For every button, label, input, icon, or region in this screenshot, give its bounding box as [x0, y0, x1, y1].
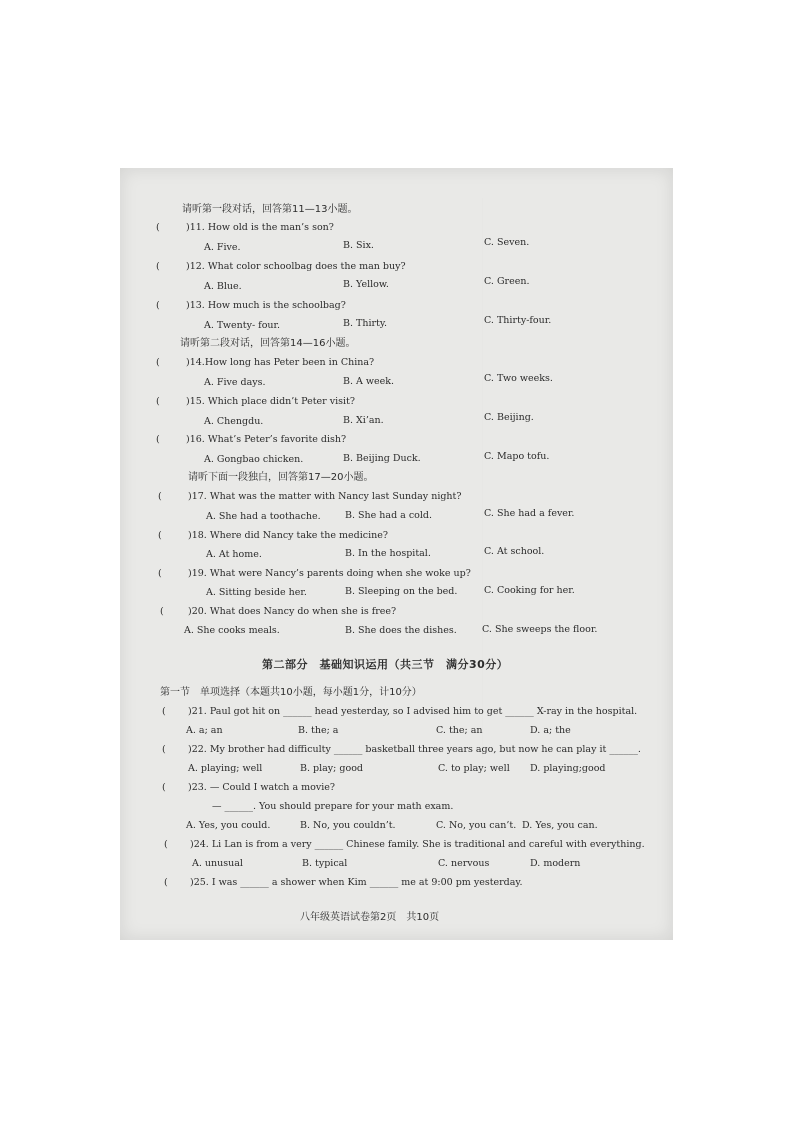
question-19-stem: )19. What were Nancy’s parents doing when she woke up?: [188, 568, 471, 579]
q22-option-b: B. play; good: [300, 763, 363, 774]
question-21-stem: )21. Paul got hit on ______ head yesterday, so I advised him to get ______ X-ray in the hospital.: [188, 706, 638, 717]
q21-option-a: A. a; an: [186, 725, 223, 736]
part-2-title: 第二部分 基础知识运用（共三节 满分30分）: [262, 658, 509, 671]
q20-option-a: A. She cooks meals.: [184, 625, 280, 636]
q15-option-c: C. Beijing.: [484, 412, 534, 423]
q21-option-d: D. a; the: [530, 725, 571, 736]
q13-option-b: B. Thirty.: [343, 318, 387, 329]
q22-option-c: C. to play; well: [438, 763, 510, 774]
q11-option-b: B. Six.: [343, 240, 374, 251]
question-17-stem: )17. What was the matter with Nancy last Sunday night?: [188, 491, 462, 502]
answer-bracket-19: (: [158, 568, 162, 579]
question-25-stem: )25. I was ______ a shower when Kim ______ me at 9:00 pm yesterday.: [190, 877, 523, 888]
q12-option-c: C. Green.: [484, 276, 530, 287]
question-23-stem: )23. — Could I watch a movie?: [188, 782, 335, 793]
q23-option-b: B. No, you couldn’t.: [300, 820, 396, 831]
q24-option-b: B. typical: [302, 858, 348, 869]
question-20-stem: )20. What does Nancy do when she is free?: [188, 606, 397, 617]
answer-bracket-14: (: [156, 357, 160, 368]
q19-option-a: A. Sitting beside her.: [206, 587, 307, 598]
answer-bracket-12: (: [156, 261, 160, 272]
section-intro-3: 请听下面一段独白，回答第17—20小题。: [188, 472, 374, 483]
answer-bracket-17: (: [158, 491, 162, 502]
section-intro-1: 请听第一段对话，回答第11—13小题。: [182, 204, 358, 215]
question-15-stem: )15. Which place didn’t Peter visit?: [186, 396, 355, 407]
answer-bracket-25: (: [164, 877, 168, 888]
q13-option-c: C. Thirty-four.: [484, 315, 552, 326]
q18-option-b: B. In the hospital.: [345, 548, 431, 559]
q15-option-b: B. Xi’an.: [343, 415, 384, 426]
answer-bracket-15: (: [156, 396, 160, 407]
q24-option-d: D. modern: [530, 858, 581, 869]
q12-option-b: B. Yellow.: [343, 279, 389, 290]
question-24-stem: )24. Li Lan is from a very ______ Chinese family. She is traditional and careful with everything.: [190, 839, 645, 850]
q14-option-c: C. Two weeks.: [484, 373, 553, 384]
answer-bracket-23: (: [162, 782, 166, 793]
q13-option-a: A. Twenty- four.: [204, 320, 281, 331]
question-22-stem: )22. My brother had difficulty ______ basketball three years ago, but now he can play it ______.: [188, 744, 641, 755]
answer-bracket-24: (: [164, 839, 168, 850]
answer-bracket-11: (: [156, 222, 160, 233]
q17-option-a: A. She had a toothache.: [206, 511, 321, 522]
part-2-section-1-heading: 第一节 单项选择（本题共10小题，每小题1分，计10分）: [160, 687, 422, 698]
q16-option-a: A. Gongbao chicken.: [204, 454, 304, 465]
q22-option-a: A. playing; well: [188, 763, 263, 774]
answer-bracket-21: (: [162, 706, 166, 717]
q18-option-c: C. At school.: [484, 546, 545, 557]
question-11-stem: )11. How old is the man’s son?: [186, 222, 334, 233]
q19-option-b: B. Sleeping on the bed.: [345, 586, 458, 597]
q17-option-c: C. She had a fever.: [484, 508, 575, 519]
q11-option-a: A. Five.: [204, 242, 241, 253]
q24-option-a: A. unusual: [192, 858, 243, 869]
q12-option-a: A. Blue.: [204, 281, 242, 292]
answer-bracket-18: (: [158, 530, 162, 541]
answer-bracket-22: (: [162, 744, 166, 755]
q24-option-c: C. nervous: [438, 858, 490, 869]
q16-option-c: C. Mapo tofu.: [484, 451, 550, 462]
q14-option-b: B. A week.: [343, 376, 395, 387]
q20-option-b: B. She does the dishes.: [345, 625, 457, 636]
answer-bracket-20: (: [160, 606, 164, 617]
q19-option-c: C. Cooking for her.: [484, 585, 575, 596]
q23-option-a: A. Yes, you could.: [186, 820, 271, 831]
question-23-response: — ______. You should prepare for your math exam.: [212, 801, 454, 812]
answer-bracket-16: (: [156, 434, 160, 445]
question-18-stem: )18. Where did Nancy take the medicine?: [188, 530, 388, 541]
q22-option-d: D. playing;good: [530, 763, 606, 774]
q16-option-b: B. Beijing Duck.: [343, 453, 421, 464]
q23-option-d: D. Yes, you can.: [522, 820, 598, 831]
question-13-stem: )13. How much is the schoolbag?: [186, 300, 346, 311]
page-footer: 八年级英语试卷第2页 共10页: [300, 912, 440, 923]
exam-page: [120, 168, 673, 940]
q17-option-b: B. She had a cold.: [345, 510, 433, 521]
q14-option-a: A. Five days.: [204, 377, 266, 388]
q20-option-c: C. She sweeps the floor.: [482, 624, 598, 635]
q15-option-a: A. Chengdu.: [204, 416, 264, 427]
answer-bracket-13: (: [156, 300, 160, 311]
q18-option-a: A. At home.: [206, 549, 262, 560]
question-12-stem: )12. What color schoolbag does the man buy?: [186, 261, 406, 272]
question-16-stem: )16. What’s Peter’s favorite dish?: [186, 434, 347, 445]
q21-option-b: B. the; a: [298, 725, 339, 736]
q23-option-c: C. No, you can’t.: [436, 820, 517, 831]
q11-option-c: C. Seven.: [484, 237, 530, 248]
section-intro-2: 请听第二段对话，回答第14—16小题。: [180, 338, 356, 349]
q21-option-c: C. the; an: [436, 725, 483, 736]
question-14-stem: )14.How long has Peter been in China?: [186, 357, 375, 368]
